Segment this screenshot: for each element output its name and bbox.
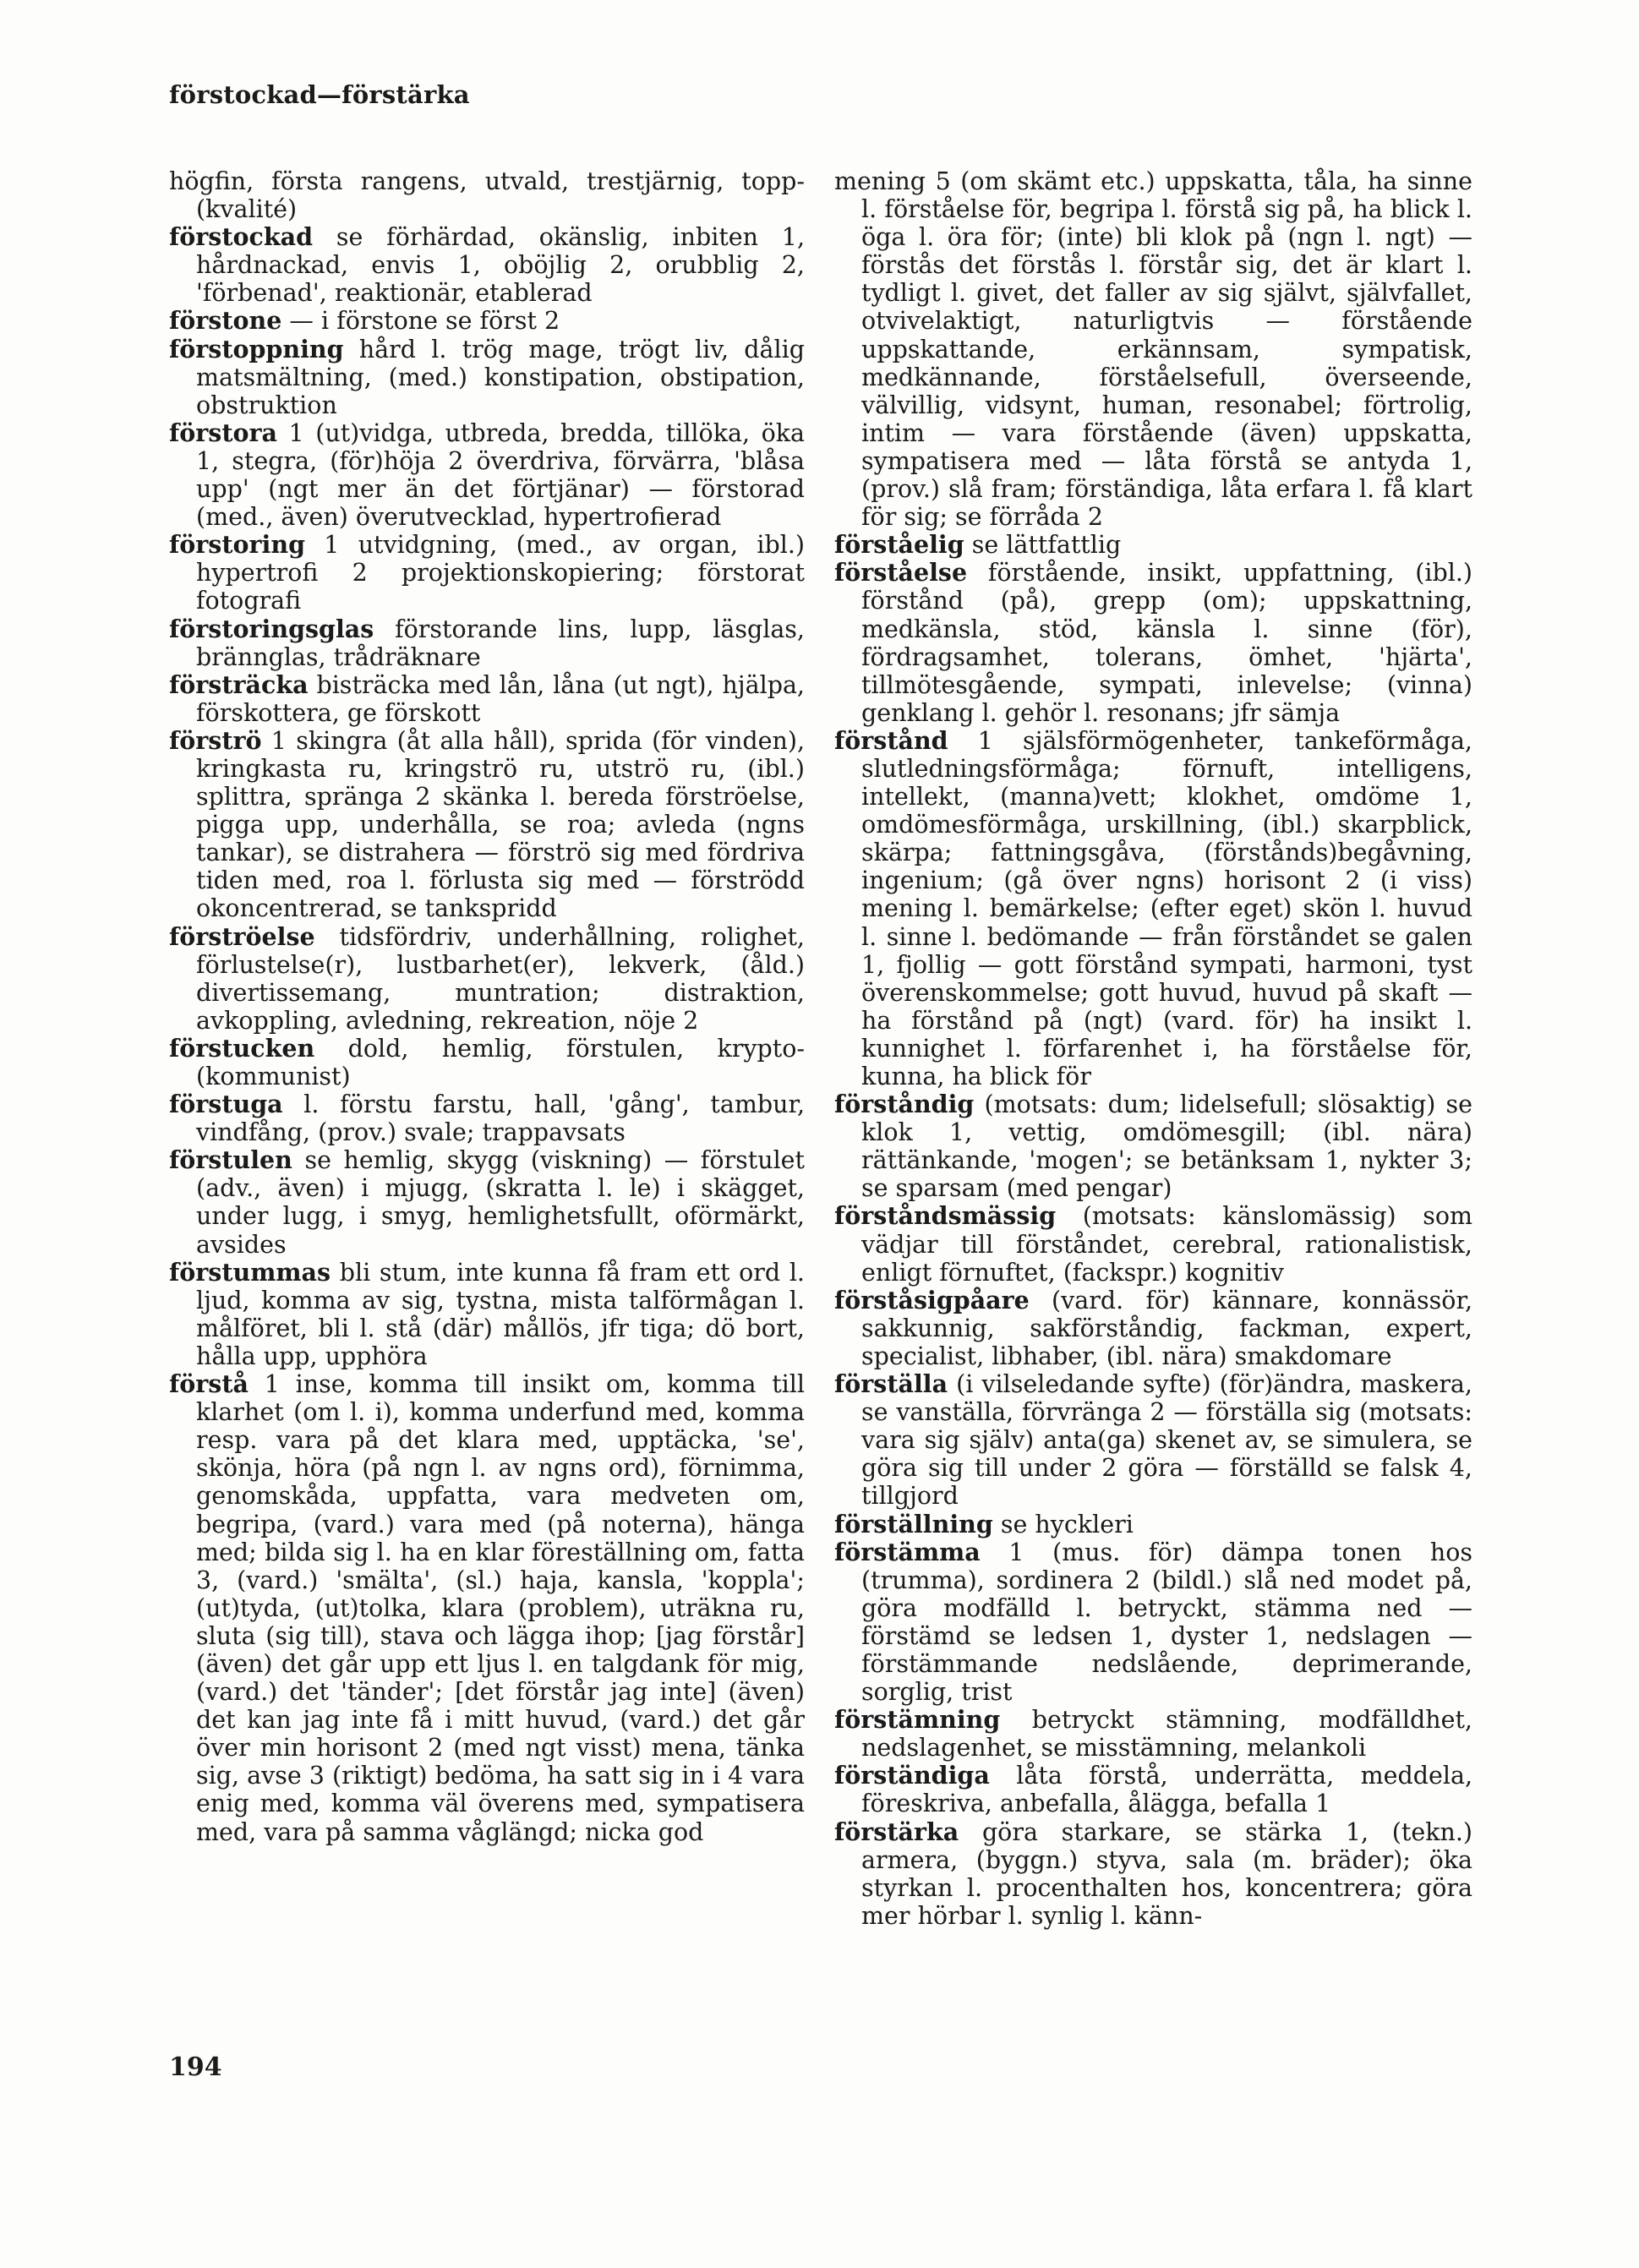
entry	[834, 1818, 1472, 1930]
entry	[834, 1202, 1472, 1286]
headword: förståelig	[834, 530, 964, 560]
definition: (motsats: känslomässig) som vädjar till förståndet, cerebral, rationalistisk, enligt förnuftet, (fackspr.) kognitiv	[861, 1202, 1473, 1287]
definition: 1 (mus. för) dämpa tonen hos (trumma), sordinera 2 (bildl.) slå ned modet på, göra modfälld l. betryckt, stämma ned — förstämd se ledsen 1, dyster 1, nedslagen — förstämmande nedslående, deprimerande, sorglig, trist	[861, 1538, 1472, 1707]
entry	[169, 671, 805, 727]
definition: göra starkare, se stärka 1, (tekn.) armera, (byggn.) styva, sala (m. bräder); öka styrkan l. procenthalten hos, koncentrera; göra mer hörbar l. synlig l. känn-	[861, 1817, 1472, 1930]
headword: förstämning	[834, 1705, 1001, 1735]
headword: förstucken	[169, 1033, 315, 1063]
entry	[169, 307, 805, 335]
definition: 1 (ut)vidga, utbreda, bredda, tillöka, öka 1, stegra, (för)höja 2 överdriva, förvärra, 'blåsa upp' (ngt mer än det förtjänar) — förstorad (med., även) överutvecklad, hypertrofierad	[196, 418, 805, 532]
running-head: förstockad—förstärka	[169, 80, 470, 109]
definition: 1 själsförmögenheter, tankeförmåga, slutledningsförmåga; förnuft, intelligens, intellekt, (manna)vett; klokhet, omdöme 1, omdömesförmåga, urskillning, (ibl.) skarpblick, skärpa; fattningsgåva, (förstånds)begåvning, ingenium; (gå över ngns) horisont 2 (i viss) mening l. bemärkelse; (efter eget) skön l. huvud l. sinne l. bedömande — från förståndet se galen 1, fjollig — gott förstånd sympati, harmoni, tyst överenskommelse; gott huvud, huvud på skaft — ha förstånd på (ngt) (vard. för) ha insikt l. kunnighet l. förfarenhet i, ha förståelse för, kunna, ha blick för	[861, 726, 1472, 1090]
headword: förståndig	[834, 1090, 975, 1119]
entry	[169, 1259, 805, 1370]
right-column	[834, 167, 1472, 1930]
definition: bli stum, inte kunna få fram ett ord l. ljud, komma av sig, tystna, mista talförmågan l. målföret, bli l. stå (där) mållös, jfr tiga; dö bort, hålla upp, upphöra	[196, 1258, 805, 1370]
definition: se hyckleri	[1000, 1510, 1134, 1538]
entry	[834, 1090, 1472, 1202]
definition: se hemlig, skygg (viskning) — förstulet (adv., även) i mjugg, (skratta l. le) i skägget, under lugg, i smyg, hemlighetsfullt, oförmärkt, avsides	[196, 1146, 806, 1259]
entry	[169, 727, 805, 923]
headword: förstummas	[169, 1257, 331, 1287]
headword: förstora	[169, 418, 277, 447]
entry	[169, 223, 805, 307]
entry	[169, 615, 805, 671]
headword: förstoringsglas	[169, 614, 374, 643]
headword: förstämma	[834, 1537, 981, 1566]
entry	[169, 923, 805, 1035]
definition: bisträcka med lån, låna (ut ngt), hjälpa, förskottera, ge förskott	[196, 670, 805, 727]
definition: (i vilseledande syfte) (för)ändra, maskera, se vanställa, förvränga 2 — förställa sig (motsats: vara sig själv) anta(ga) skenet av, se simulera, se göra sig till under 2 göra — förställd se falsk 4, tillgjord	[861, 1370, 1472, 1511]
headword: förställning	[834, 1509, 993, 1538]
definition: (motsats: dum; lidelsefull; slösaktig) se klok 1, vettig, omdömesgill; (ibl. nära) rättänkande, 'mogen'; se betänksam 1, nykter 3; se sparsam (med pengar)	[861, 1090, 1472, 1203]
headword: förstoring	[169, 530, 305, 560]
definition: 1 utvidgning, (med., av organ, ibl.) hypertrofi 2 projektionskopiering; förstorat fotografi	[196, 531, 805, 615]
headword: förstoppning	[169, 334, 344, 363]
entry	[834, 1287, 1472, 1370]
entry	[169, 1146, 805, 1258]
entry	[834, 167, 1472, 531]
definition: mening 5 (om skämt etc.) uppskatta, tåla, ha sinne l. förståelse för, begripa l. förstå sig på, ha blick l. öga l. öra för; (inte) bli klok på (ngn l. ngt) — förstås det förstås l. förstår sig, det är klart l. tydligt l. givet, det faller av sig självt, självfallet, otvivelaktigt, naturligtvis — förstående uppskattande, erkännsam, sympatisk, medkännande, förståelsefull, överseende, välvillig, vidsynt, human, resonabel; förtrolig, intim — vara förstående (även) uppskatta, sympatisera med — låta förstå se antyda 1, (prov.) slå fram; förständiga, låta erfara l. få klart för sig; se förråda 2	[834, 167, 1472, 532]
entry	[169, 336, 805, 419]
entry	[169, 1090, 805, 1146]
definition: — i förstone se först 2	[289, 307, 560, 336]
headword: förströ	[169, 725, 262, 755]
definition: 1 inse, komma till insikt om, komma till klarhet (om l. i), komma underfund med, komma resp. vara på det klara med, upptäcka, 'se', skönja, höra (på ngn l. av ngns ord), förnimma, genomskåda, uppfatta, vara medveten om, begripa, (vard.) vara med (på noterna), hänga med; bilda sig l. ha en klar föreställning om, fatta 3, (vard.) 'smälta', (sl.) haja, kansla, 'koppla'; (ut)tyda, (ut)tolka, klara (problem), uträkna ru, sluta (sig till), stava och lägga ihop; [jag förstår] (även) det går upp ett ljus l. en talgdank för mig, (vard.) det 'tänder'; [det förstår jag inte] (även) det kan jag inte få i mitt huvud, (vard.) det går över min horisont 2 (med ngt visst) mena, tänka sig, avse 3 (riktigt) bedöma, ha satt sig in i 4 vara enig med, komma väl överens med, sympatisera med, vara på samma våglängd; nicka god	[196, 1370, 806, 1846]
headword: förstärka	[834, 1817, 959, 1846]
headword: förstuga	[169, 1090, 283, 1119]
entry	[834, 1538, 1472, 1707]
headword: förströelse	[169, 921, 315, 951]
entry	[169, 1370, 805, 1846]
headword: förställa	[834, 1369, 948, 1399]
headword: förstå	[169, 1369, 249, 1399]
entry	[169, 167, 805, 223]
entry	[169, 1035, 805, 1090]
headword: förstånd	[834, 725, 948, 755]
definition: förstorande lins, lupp, läsglas, brännglas, trådräknare	[196, 615, 805, 671]
definition: betryckt stämning, modfälldhet, nedslagenhet, se misstämning, melankoli	[861, 1706, 1472, 1762]
headword: förständiga	[834, 1761, 990, 1790]
headword: förstockad	[169, 222, 313, 252]
definition: högfin, första rangens, utvald, trestjärnig, topp-(kvalité)	[169, 167, 805, 224]
entry	[169, 531, 805, 615]
entry	[834, 1370, 1472, 1510]
definition: (vard. för) kännare, konnässör, sakkunnig, sakförståndig, fackman, expert, specialist, libhaber, (ibl. nära) smakdomare	[861, 1286, 1473, 1370]
definition: dold, hemlig, förstulen, krypto-(kommunist)	[196, 1034, 806, 1090]
entry	[169, 419, 805, 531]
headword: förståndsmässig	[834, 1201, 1057, 1231]
definition: låta förstå, underrätta, meddela, föreskriva, anbefalla, ålägga, befalla 1	[861, 1762, 1472, 1818]
definition: förstående, insikt, uppfattning, (ibl.) förstånd (på), grepp (om); uppskattning, medkänsla, stöd, känsla l. sinne (för), fördragsamhet, tolerans, ömhet, 'hjärta', tillmötesgående, sympati, inlevelse; (vinna) genklang l. gehör l. resonans; jfr sämja	[861, 559, 1472, 727]
left-column	[169, 167, 805, 1846]
headword: förstone	[169, 306, 282, 336]
entry	[834, 1706, 1472, 1762]
headword: förståelse	[834, 558, 968, 587]
definition: 1 skingra (åt alla håll), sprida (för vinden), kringkasta ru, kringströ ru, utströ ru, (ibl.) splittra, spränga 2 skänka l. bereda förströelse, pigga upp, underhålla, se roa; avleda (ngns tankar), se distrahera — förströ sig med fördriva tiden med, roa l. förlusta sig med — förströdd okoncentrerad, se tankspridd	[196, 726, 806, 923]
headword: förståsigpåare	[834, 1285, 1030, 1314]
headword: försträcka	[169, 669, 309, 699]
headword: förstulen	[169, 1145, 292, 1175]
page-number: 194	[169, 2052, 222, 2082]
entry	[834, 1511, 1472, 1538]
definition: tidsfördriv, underhållning, rolighet, förlustelse(r), lustbarhet(er), lekverk, (åld.) divertissemang, muntration; distraktion, avkoppling, avledning, rekreation, nöje 2	[196, 922, 805, 1035]
definition: se lättfattlig	[971, 531, 1122, 560]
entry	[834, 1762, 1472, 1817]
definition: hård l. trög mage, trögt liv, dålig matsmältning, (med.) konstipation, obstipation, obstruktion	[196, 335, 805, 419]
entry	[834, 559, 1472, 727]
definition: l. förstu farstu, hall, 'gång', tambur, vindfång, (prov.) svale; trappavsats	[196, 1090, 806, 1147]
definition: se förhärdad, okänslig, inbiten 1, hårdnackad, envis 1, oböjlig 2, orubblig 2, 'förbenad', reaktionär, etablerad	[196, 223, 805, 308]
entry	[834, 727, 1472, 1090]
entry	[834, 531, 1472, 559]
